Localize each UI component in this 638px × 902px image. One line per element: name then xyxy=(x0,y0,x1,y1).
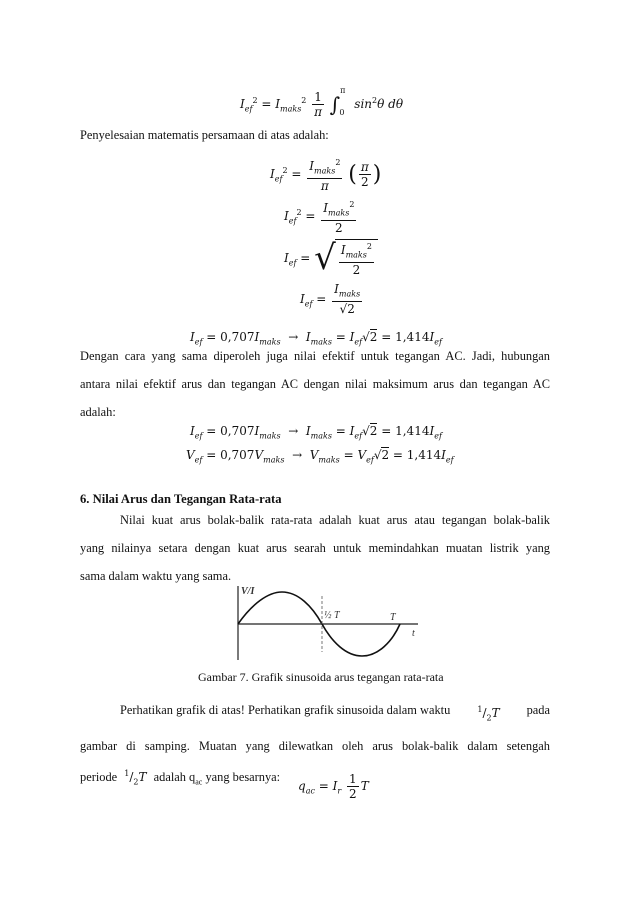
solution-intro: Penyelesaian matematis persamaan di atas adalah: xyxy=(80,128,329,142)
subscript: ac xyxy=(195,777,203,787)
paragraph-line: Dengan cara yang sama diperoleh juga nilai efektif untuk tegangan AC. Jadi, hubungan xyxy=(80,349,550,363)
paragraph-line: yang nilainya setara dengan kuat arus searah untuk memindahkan muatan listrik yang xyxy=(80,541,550,555)
equation-3: $I_{ef}^2$ = $\frac{I_{maks}^2}{2}$ xyxy=(284,200,355,236)
paragraph-text: yang besarnya: xyxy=(202,770,281,785)
paragraph-text: pada xyxy=(526,703,550,717)
half-period-inline: $^1/_2T$ xyxy=(477,705,500,723)
paragraph-line: adalah: xyxy=(80,405,116,419)
half-period-label: ½ T xyxy=(324,610,340,621)
y-axis-label: V/I xyxy=(241,586,255,597)
equation-5: $I_{ef}$ = $\frac{I_{maks}}{√2}$ xyxy=(300,282,361,317)
paragraph-text: adalah q xyxy=(153,770,196,785)
paragraph-line: gambar di samping. Muatan yang dilewatkan oleh arus bolak-balik dalam setengah xyxy=(80,739,550,754)
sinusoid-graph xyxy=(232,582,422,662)
equation-2: $I_{ef}^2$ = $\frac{I_{maks}^2}{\pi}$ ( $\frac{\pi}{2}$ ) xyxy=(270,158,382,194)
equation-9: $q_{ac} = I_r$ $\frac{1}{2}$ T xyxy=(298,772,369,801)
equation-7: $I_{ef} = 0,707I_{maks} \to I_{maks} = I_{ef}√2 = 1,414I_{ef}$ xyxy=(190,424,442,441)
paragraph-line: antara nilai efektif arus dan tegangan AC dengan nilai maksimum arus dan tegangan AC xyxy=(80,377,550,391)
paragraph-text: periode xyxy=(80,770,118,785)
half-period-inline: $^1/_2T$ xyxy=(124,769,147,787)
equation-1: $I_{ef}^2 = I_{maks}^2$ $\frac{1}{\pi}$ ∫$^\pi_0$ $\sin^2\theta$ dθ xyxy=(240,86,404,119)
equation-6: $I_{ef} = 0,707I_{maks} \to I_{maks} = I_{ef}√2 = 1,414I_{ef}$ xyxy=(190,330,442,347)
equation-8: $V_{ef} = 0,707V_{maks} \to V_{maks} = V_{ef}√2 = 1,414I_{ef}$ xyxy=(186,448,454,465)
x-axis-label: t xyxy=(412,628,415,639)
section-heading: 6. Nilai Arus dan Tegangan Rata-rata xyxy=(80,492,282,506)
paragraph-line: Nilai kuat arus bolak-balik rata-rata adalah kuat arus atau tegangan bolak-balik xyxy=(120,513,550,527)
figure-caption: Gambar 7. Grafik sinusoida arus tegangan rata-rata xyxy=(198,670,444,684)
period-label: T xyxy=(390,612,396,623)
paragraph-average-current xyxy=(80,506,550,590)
paragraph-line xyxy=(80,696,550,732)
equation-4: $I_{ef}$ = √ $\frac{I_{maks}^2}{2}$ xyxy=(284,238,378,278)
paragraph-effective-voltage xyxy=(80,342,550,426)
paragraph-line: sama dalam waktu yang sama. xyxy=(80,569,232,583)
paragraph-text: Perhatikan grafik di atas! Perhatikan grafik sinusoida dalam waktu xyxy=(120,703,451,717)
sinusoid-figure xyxy=(232,582,422,662)
